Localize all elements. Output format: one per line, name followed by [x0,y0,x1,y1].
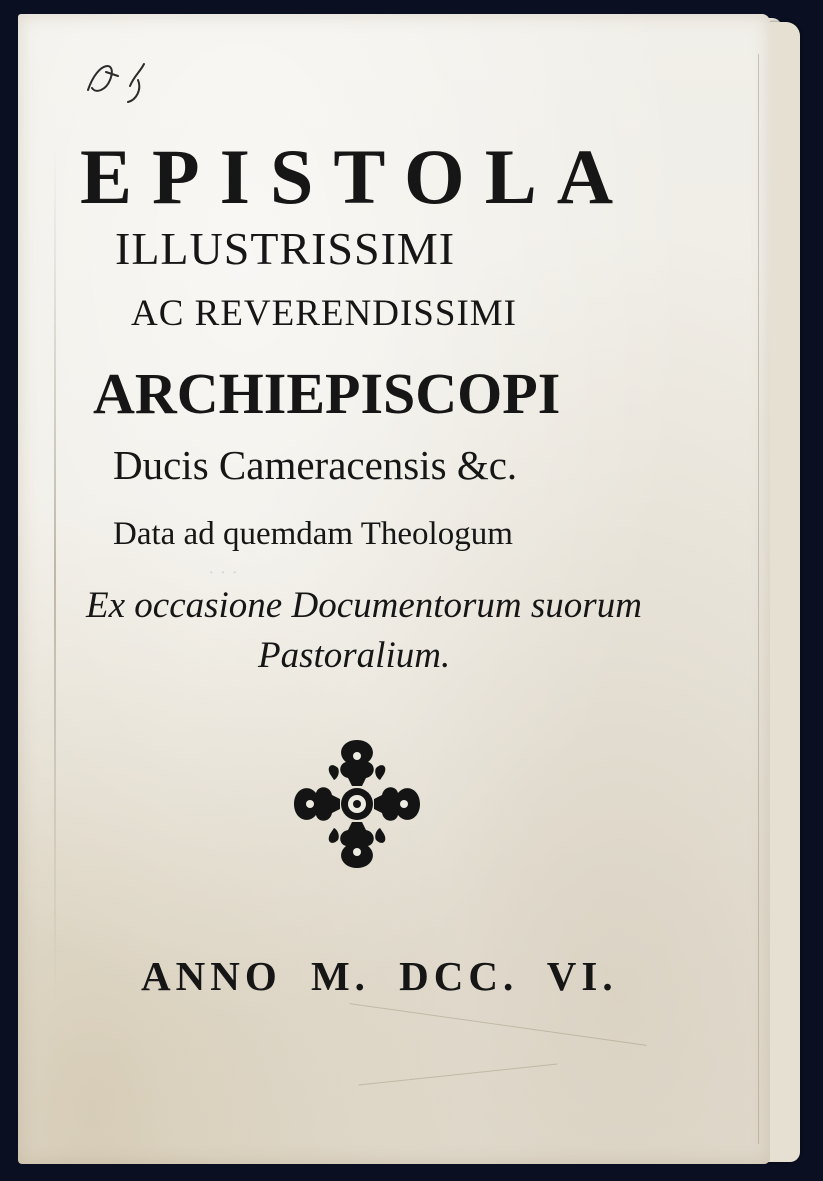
subtitle-ex-occasione: Ex occasione Documentorum suorum [86,585,642,626]
title-epistola: EPISTOLA [80,133,634,220]
imprint-year: ANNO M. DCC. VI. [141,953,618,999]
title-illustrissimi: ILLUSTRISSIMI [115,223,456,274]
handwritten-mark [78,50,198,110]
binding-fold [54,144,56,1004]
show-through-text: · · · [208,562,238,584]
title-page [18,14,770,1164]
subtitle-pastoralium: Pastoralium. [258,635,451,676]
title-ducis-cameracensis: Ducis Cameracensis &c. [113,442,518,488]
floral-printers-ornament-icon [290,734,424,874]
subtitle-data-ad-theologum: Data ad quemdam Theologum [113,516,513,552]
paper-crease [358,1064,557,1086]
paper-crease [349,1003,646,1046]
title-archiepiscopi: ARCHIEPISCOPI [93,361,561,426]
title-ac-reverendissimi: AC REVERENDISSIMI [131,293,517,334]
